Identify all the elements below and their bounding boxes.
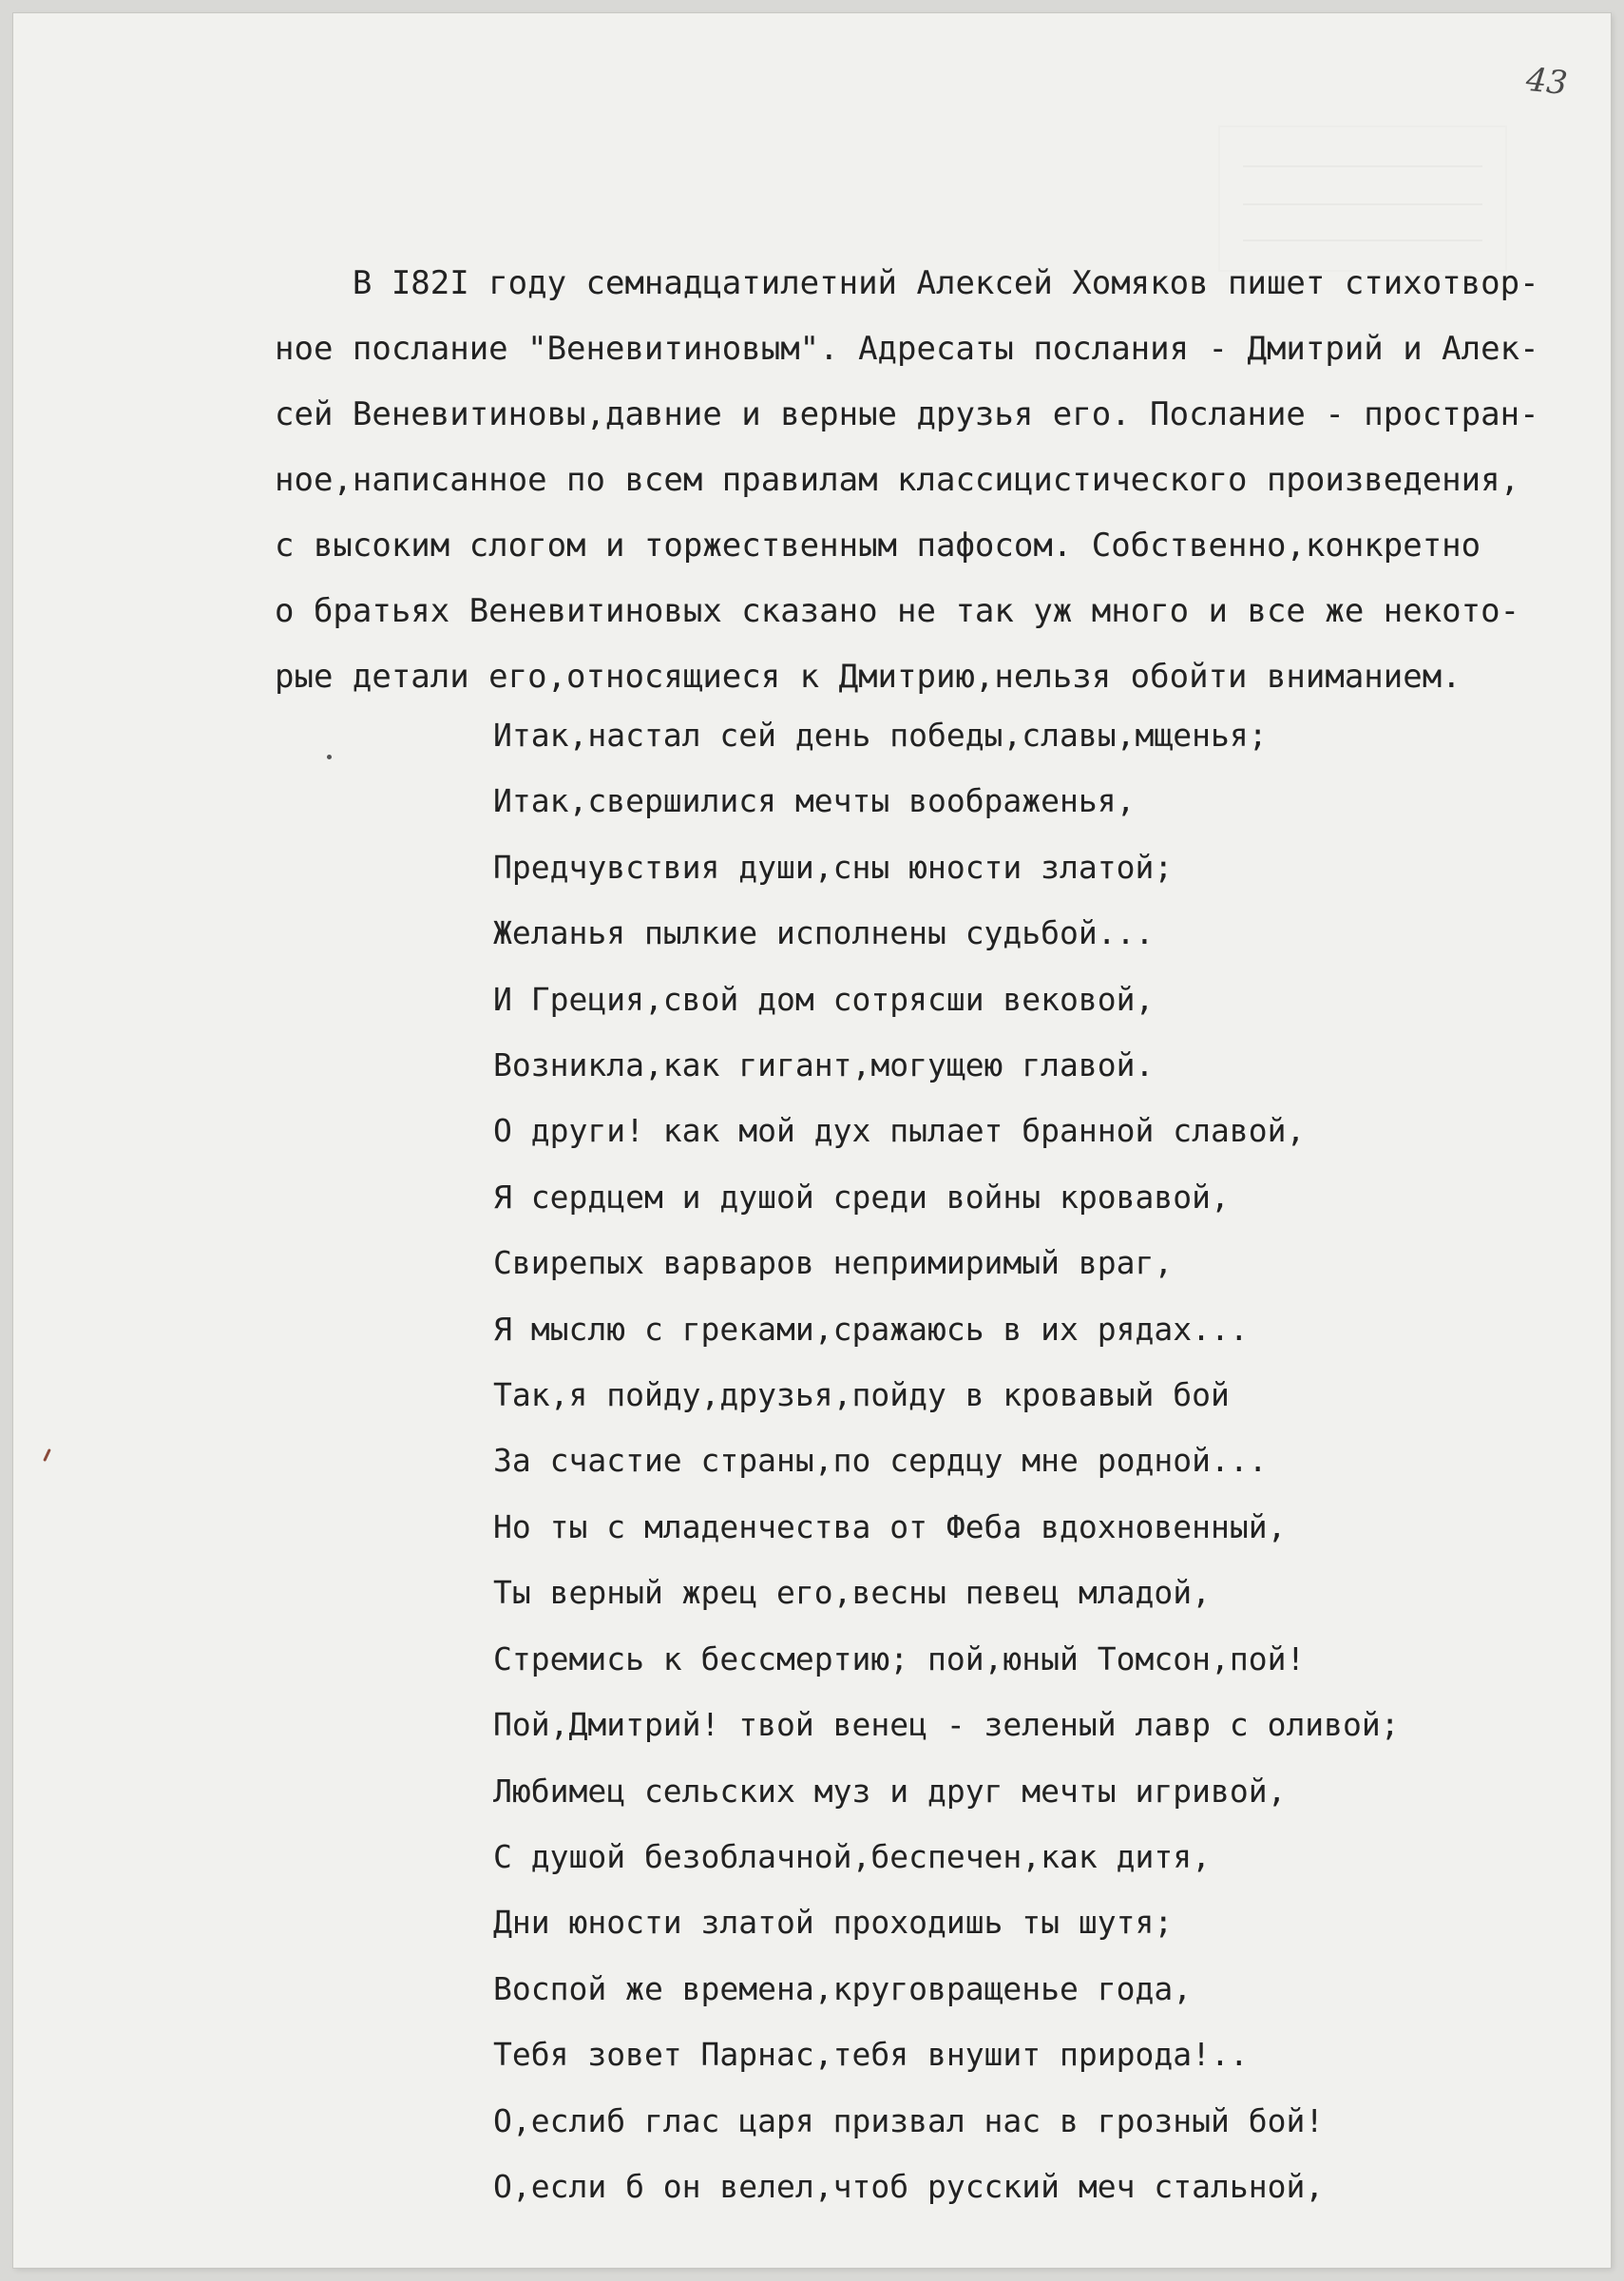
prose-line: В I82I году семнадцатилетний Алексей Хомяков пишет стихотвор- xyxy=(275,264,1539,302)
poem-line: Но ты с младенчества от Феба вдохновенный, xyxy=(493,1507,1287,1545)
poem-excerpt xyxy=(493,702,1557,2219)
paper-mark xyxy=(43,1448,51,1462)
poem-line: Я сердцем и душой среди войны кровавой, xyxy=(493,1178,1230,1216)
poem-line: И Греция,свой дом сотрясши вековой, xyxy=(493,980,1155,1018)
prose-line: сей Веневитиновы,давние и верные друзья его. Послание - простран- xyxy=(275,395,1539,433)
faded-stamp xyxy=(1218,125,1507,272)
poem-line: Пой,Дмитрий! твой венец - зеленый лавр с оливой; xyxy=(493,1706,1400,1744)
poem-line: Итак,свершилися мечты воображенья, xyxy=(493,782,1136,820)
poem-line: Итак,настал сей день победы,славы,мщенья; xyxy=(493,717,1268,754)
poem-line: Возникла,как гигант,могущею главой. xyxy=(493,1046,1155,1084)
poem-line: О други! как мой дух пылает бранной славой, xyxy=(493,1112,1306,1150)
poem-line: О,еслиб глас царя призвал нас в грозный бой! xyxy=(493,2101,1325,2139)
prose-line: с высоким слогом и торжественным пафосом. Собственно,конкретно xyxy=(275,527,1481,565)
prose-line: ное послание "Веневитиновым". Адресаты послания - Дмитрий и Алек- xyxy=(275,330,1539,368)
page-number: 43 xyxy=(1523,60,1569,104)
poem-line: Воспой же времена,круговращенье года, xyxy=(493,1969,1193,2007)
poem-line: Свирепых варваров непримиримый враг, xyxy=(493,1244,1174,1282)
prose-line: о братьях Веневитиновых сказано не так уж много и все же некото- xyxy=(275,592,1520,630)
poem-line: Желанья пылкие исполнены судьбой... xyxy=(493,914,1155,952)
poem-line: С душой безоблачной,беспечен,как дитя, xyxy=(493,1837,1211,1875)
poem-line: Стремись к бессмертию; пой,юный Томсон,пой! xyxy=(493,1639,1306,1677)
poem-line: О,если б он велел,чтоб русский меч стальной, xyxy=(493,2167,1325,2205)
poem-line: Ты верный жрец его,весны певец младой, xyxy=(493,1574,1211,1612)
prose-line: ное,написанное по всем правилам классицистического произведения, xyxy=(275,461,1520,499)
poem-line: Так,я пойду,друзья,пойду в кровавый бой xyxy=(493,1376,1230,1414)
poem-line: Тебя зовет Парнас,тебя внушит природа!.. xyxy=(493,2036,1249,2074)
poem-line: За счастие страны,по сердцу мне родной... xyxy=(493,1442,1268,1480)
prose-line: рые детали его,относящиеся к Дмитрию,нельзя обойти вниманием. xyxy=(275,658,1462,696)
poem-line: Я мыслю с греками,сражаюсь в их рядах... xyxy=(493,1310,1249,1348)
prose-paragraph xyxy=(275,251,1595,710)
typewritten-page xyxy=(13,13,1611,2268)
paper-speck xyxy=(327,755,332,759)
poem-line: Предчувствия души,сны юности златой; xyxy=(493,848,1174,886)
poem-line: Любимец сельских муз и друг мечты игривой, xyxy=(493,1772,1287,1810)
poem-line: Дни юности златой проходишь ты шутя; xyxy=(493,1904,1174,1942)
